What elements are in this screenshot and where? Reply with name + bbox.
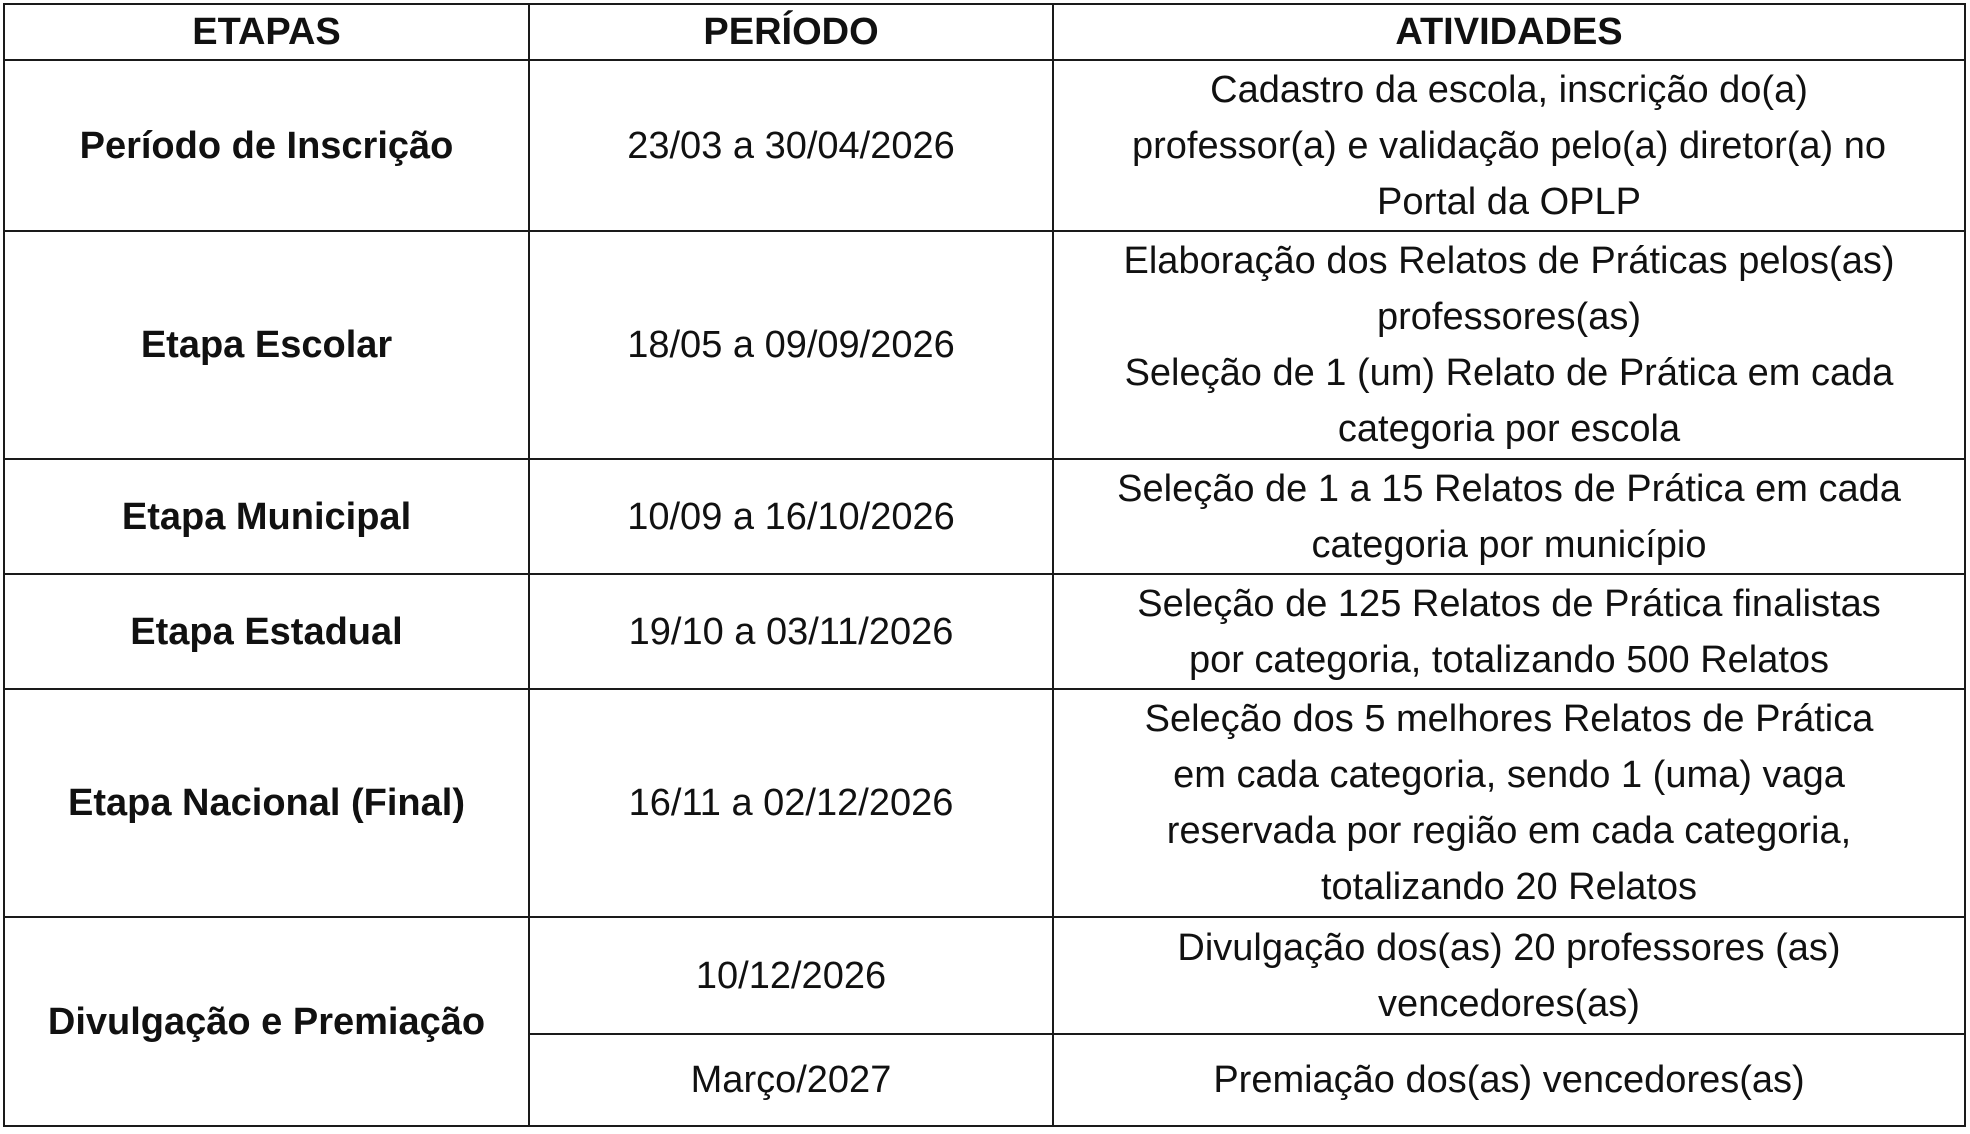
atividades-cell xyxy=(1053,574,1965,689)
periodo-cell: Março/2027 xyxy=(529,1034,1053,1126)
atividade-line: vencedores(as) xyxy=(1378,982,1640,1025)
header-atividades: ATIVIDADES xyxy=(1053,4,1965,60)
table-row xyxy=(4,60,1965,231)
atividades-cell xyxy=(1053,60,1965,231)
atividade-line: Divulgação dos(as) 20 professores (as) xyxy=(1177,926,1841,969)
atividade-line: Seleção de 1 a 15 Relatos de Prática em cada xyxy=(1117,467,1901,510)
table-row xyxy=(4,689,1965,917)
atividade-line: Premiação dos(as) vencedores(as) xyxy=(1213,1059,1805,1101)
etapa-cell: Período de Inscrição xyxy=(4,60,529,231)
etapa-cell: Etapa Municipal xyxy=(4,459,529,574)
atividade-line: Seleção de 1 (um) Relato de Prática em cada xyxy=(1124,352,1894,394)
periodo-cell: 10/12/2026 xyxy=(529,917,1053,1034)
atividade-line: Seleção de 125 Relatos de Prática finalistas xyxy=(1137,582,1881,625)
schedule-table xyxy=(3,3,1966,1127)
atividade-line: professores(as) xyxy=(1377,296,1641,338)
etapa-cell: Divulgação e Premiação xyxy=(4,917,529,1126)
atividades-cell xyxy=(1053,689,1965,917)
atividade-line: reservada por região em cada categoria, xyxy=(1166,810,1852,852)
periodo-cell: 19/10 a 03/11/2026 xyxy=(529,574,1053,689)
table-row xyxy=(4,574,1965,689)
periodo-cell: 10/09 a 16/10/2026 xyxy=(529,459,1053,574)
header-periodo: PERÍODO xyxy=(529,4,1053,60)
periodo-cell: 16/11 a 02/12/2026 xyxy=(529,689,1053,917)
header-row xyxy=(4,4,1965,60)
atividade-line: categoria por município xyxy=(1311,523,1707,566)
etapa-cell: Etapa Nacional (Final) xyxy=(4,689,529,917)
table-row xyxy=(4,231,1965,459)
atividade-line: Elaboração dos Relatos de Práticas pelos(as) xyxy=(1123,240,1895,282)
atividades-cell xyxy=(1053,231,1965,459)
table-row xyxy=(4,459,1965,574)
atividades-cell xyxy=(1053,917,1965,1034)
atividade-line: Cadastro da escola, inscrição do(a) xyxy=(1210,68,1808,111)
periodo-cell: 18/05 a 09/09/2026 xyxy=(529,231,1053,459)
atividade-line: em cada categoria, sendo 1 (uma) vaga xyxy=(1173,754,1845,796)
atividades-cell xyxy=(1053,459,1965,574)
header-etapas: ETAPAS xyxy=(4,4,529,60)
periodo-cell: 23/03 a 30/04/2026 xyxy=(529,60,1053,231)
atividade-line: Seleção dos 5 melhores Relatos de Prática xyxy=(1144,698,1874,740)
atividade-line: professor(a) e validação pelo(a) diretor(a) no xyxy=(1131,124,1887,167)
table-row xyxy=(4,917,1965,1034)
atividade-line: por categoria, totalizando 500 Relatos xyxy=(1188,638,1830,681)
atividade-line: Portal da OPLP xyxy=(1376,180,1642,223)
etapa-cell: Etapa Estadual xyxy=(4,574,529,689)
atividades-cell xyxy=(1053,1034,1965,1126)
etapa-cell: Etapa Escolar xyxy=(4,231,529,459)
atividade-line: totalizando 20 Relatos xyxy=(1320,866,1698,908)
atividade-line: categoria por escola xyxy=(1337,408,1681,450)
